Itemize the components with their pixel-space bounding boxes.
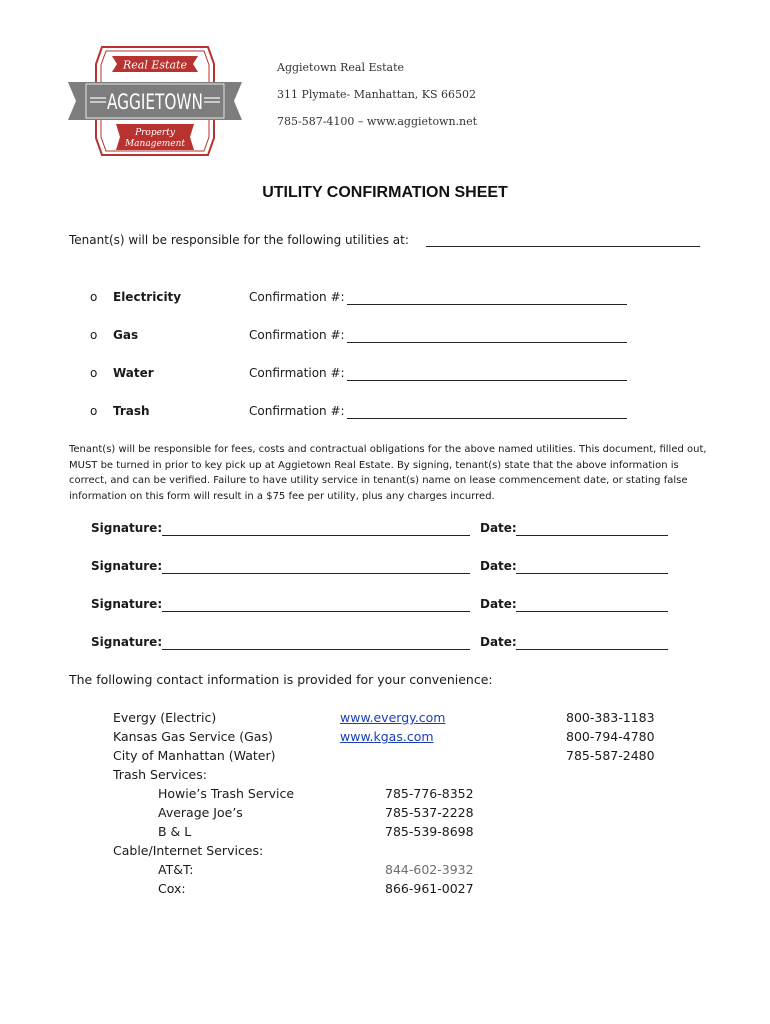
trash-howies-name: Howie’s Trash Service (158, 786, 295, 801)
date-label: Date: (480, 635, 517, 649)
date-line[interactable] (516, 649, 668, 650)
contact-water-phone: 785-587-2480 (566, 748, 655, 763)
utilities-intro: Tenant(s) will be responsible for the following utilities at: (69, 233, 409, 247)
water-confirmation-line[interactable] (347, 380, 627, 381)
confirmation-label: Confirmation #: (249, 366, 345, 380)
logo-name-text: AGGIETOWN (107, 90, 203, 114)
cable-services-heading: Cable/Internet Services: (113, 843, 264, 858)
company-logo (66, 44, 244, 158)
utility-water: Water (113, 366, 154, 380)
gas-confirmation-line[interactable] (347, 342, 627, 343)
logo-banner-bottom-line1: Property (135, 128, 175, 138)
trash-bl-phone: 785-539-8698 (385, 824, 474, 839)
page-title: UTILITY CONFIRMATION SHEET (262, 184, 508, 201)
trash-services-heading: Trash Services: (113, 767, 207, 782)
signature-label: Signature: (91, 597, 163, 611)
contact-water-name: City of Manhattan (Water) (113, 748, 276, 763)
cable-att-phone: 844-602-3932 (385, 862, 474, 877)
contact-kgas-name: Kansas Gas Service (Gas) (113, 729, 273, 744)
utility-trash: Trash (113, 404, 150, 418)
signature-label: Signature: (91, 559, 163, 573)
address-blank-line[interactable] (426, 246, 700, 247)
date-label: Date: (480, 597, 517, 611)
contact-evergy-phone: 800-383-1183 (566, 710, 655, 725)
confirmation-label: Confirmation #: (249, 404, 345, 418)
logo-banner-top-text: Real Estate (123, 58, 187, 72)
utility-bullet: o (90, 328, 98, 342)
utility-bullet: o (90, 366, 98, 380)
header-address: 311 Plymate- Manhattan, KS 66502 (277, 88, 477, 101)
date-line[interactable] (516, 535, 668, 536)
trash-average-joes-phone: 785-537-2228 (385, 805, 474, 820)
logo-banner-bottom-line2: Management (124, 139, 186, 149)
kgas-link[interactable]: www.kgas.com (340, 729, 434, 744)
contact-intro: The following contact information is provided for your convenience: (69, 672, 493, 687)
confirmation-label: Confirmation #: (249, 290, 345, 304)
signature-line[interactable] (162, 649, 470, 650)
terms-paragraph: Tenant(s) will be responsible for fees, costs and contractual obligations for the above named utilities. This document, filled out, MUST be turned in prior to key pick up at Aggietown Real Estate. By signing, tenant(s) state that the above information is correct, and can be verified. Failure to have utility service in tenant(s) name on lease commencement date, or stating false information on this form will result in a $75 fee per utility, plus any charges incurred. (69, 444, 707, 502)
signature-line[interactable] (162, 535, 470, 536)
confirmation-label: Confirmation #: (249, 328, 345, 342)
utility-electricity: Electricity (113, 290, 182, 304)
cable-att-name: AT&T: (158, 862, 194, 877)
electricity-confirmation-line[interactable] (347, 304, 627, 305)
contact-kgas-phone: 800-794-4780 (566, 729, 655, 744)
signature-label: Signature: (91, 521, 163, 535)
signature-line[interactable] (162, 573, 470, 574)
contact-evergy-name: Evergy (Electric) (113, 710, 217, 725)
trash-average-joes-name: Average Joe’s (158, 805, 243, 820)
trash-confirmation-line[interactable] (347, 418, 627, 419)
date-label: Date: (480, 559, 517, 573)
date-label: Date: (480, 521, 517, 535)
evergy-link[interactable]: www.evergy.com (340, 710, 446, 725)
cable-cox-phone: 866-961-0027 (385, 881, 474, 896)
header-company: Aggietown Real Estate (277, 61, 405, 74)
utility-bullet: o (90, 290, 98, 304)
header-contact: 785-587-4100 – www.aggietown.net (277, 115, 478, 128)
signature-line[interactable] (162, 611, 470, 612)
trash-bl-name: B & L (158, 824, 192, 839)
utility-gas: Gas (113, 328, 139, 342)
date-line[interactable] (516, 611, 668, 612)
utility-bullet: o (90, 404, 98, 418)
signature-label: Signature: (91, 635, 163, 649)
cable-cox-name: Cox: (158, 881, 186, 896)
date-line[interactable] (516, 573, 668, 574)
trash-howies-phone: 785-776-8352 (385, 786, 474, 801)
